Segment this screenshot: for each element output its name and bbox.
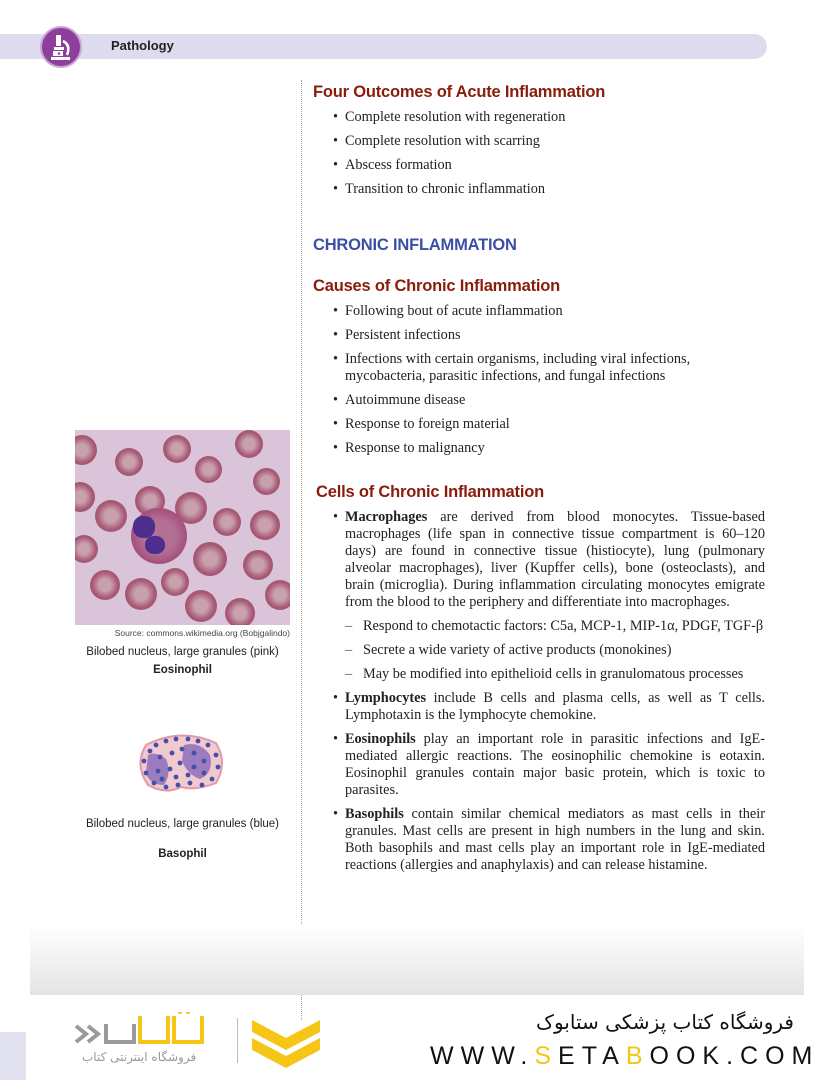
main-content [313,83,765,874]
basophil-caption: Bilobed nucleus, large granules (blue) [85,818,280,830]
page-edge-tab [0,1032,26,1080]
header-title: Pathology [111,38,174,53]
store-url[interactable]: WWW.SETABOOK.COM [430,1042,820,1070]
list-item: • Infections with certain organisms, including viral infections, mycobacteria, parasitic infections, and fungal infections [313,351,765,385]
sub-item: – Respond to chemotactic factors: C5a, MCP-1, MIP-1α, PDGF, TGF-β [313,618,765,635]
list-item: • Transition to chronic inflammation [313,181,765,198]
microscope-icon [40,26,82,68]
eosinophil-label: Eosinophil [153,664,212,676]
list-item: • Abscess formation [313,157,765,174]
basophil-label: Basophil [158,848,207,860]
eosinophil-caption: Bilobed nucleus, large granules (pink) [86,646,279,658]
causes-list [313,303,765,457]
store-name: فروشگاه کتاب پزشکی ستابوک [536,1010,794,1034]
eosinophil-figure [75,430,290,676]
sub-item: – May be modified into epithelioid cells in granulomatous processes [313,666,765,683]
list-item: • Autoimmune disease [313,392,765,409]
basophils-item: • Basophils contain similar chemical mediators as mast cells in their granules. Mast cells are present in high numbers in the lung and skin. Both basophils and mast cells play an important role in IgE-mediated reactions (allergies and anaphylaxis) and can release histamine. [313,806,765,874]
column-divider [301,80,302,1020]
basophil-illustration [75,730,290,800]
macrophages-item: • Macrophages are derived from blood monocytes. Tissue-based macrophages (life span in connective tissue compartment is 60–120 days) are found in connective tissue (histiocyte), lung (pulmonary alveolar macrophages), liver (Kupffer cells), bone (osteoclasts), and brain (microglia). During inflammation circulating monocytes emigrate from the blood to the periphery and differentiate into macrophages. [313,509,765,611]
page-bottom-fade [30,925,804,995]
list-item: • Response to foreign material [313,416,765,433]
causes-heading: Causes of Chronic Inflammation [313,277,561,295]
list-item: • Response to malignancy [313,440,765,457]
outcomes-list [313,109,765,198]
list-item: • Following bout of acute inflammation [313,303,765,320]
list-item: • Persistent infections [313,327,765,344]
basophil-figure [75,730,290,860]
cells-heading: Cells of Chronic Inflammation [316,483,544,501]
sub-item: – Secrete a wide variety of active products (monokines) [313,642,765,659]
chevron-mark-icon [250,1016,322,1072]
section-title: CHRONIC INFLAMMATION [313,236,517,254]
term-basophils: Basophils [345,806,404,822]
cells-list-continued [313,690,765,874]
list-item: • Complete resolution with scarring [313,133,765,150]
list-item: • Complete resolution with regeneration [313,109,765,126]
setabook-logo-icon [70,1012,230,1052]
eosinophils-item: • Eosinophils play an important role in parasitic infections and IgE-mediated allergic reactions. The eosinophilic chemokine is eotaxin. Eosinophil granules contain major basic protein, which is toxic to parasites. [313,731,765,799]
term-macrophages: Macrophages [345,509,428,525]
eosinophil-micrograph [75,430,290,625]
cells-list [313,509,765,611]
term-eosinophils: Eosinophils [345,731,416,747]
image-source: Source: commons.wikimedia.org (Bobjgalindo) [114,628,290,638]
term-lymphocytes: Lymphocytes [345,690,427,706]
lymphocytes-item: • Lymphocytes include B cells and plasma cells, as well as T cells. Lymphotaxin is the lymphocyte chemokine. [313,690,765,724]
logo-divider [237,1018,238,1063]
outcomes-heading: Four Outcomes of Acute Inflammation [313,83,606,101]
macrophage-subitems [313,618,765,683]
logo-subtitle: فروشگاه اینترنتی کتاب [82,1050,197,1064]
